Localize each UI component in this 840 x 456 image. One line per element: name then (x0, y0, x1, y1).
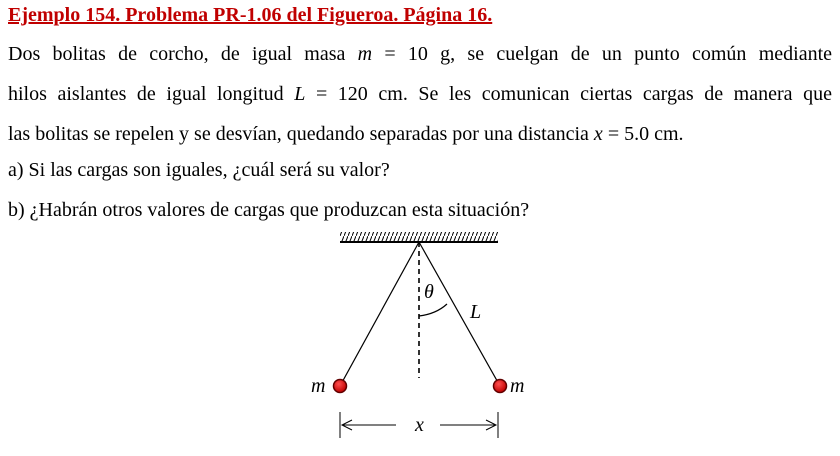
label-mass-right: m (510, 375, 525, 397)
pendulum-diagram (300, 226, 540, 446)
variable-mass: m (357, 43, 373, 65)
page-title: Ejemplo 154. Problema PR-1.06 del Figueroa. Página 16. (8, 4, 493, 26)
label-theta: θ (424, 281, 434, 303)
question-a: a) Si las cargas son iguales, ¿cuál será su valor? (8, 159, 390, 181)
ceiling-hatch (340, 232, 498, 242)
variable-distance: x (593, 123, 603, 145)
label-mass-left: m (311, 375, 326, 397)
right-ball (494, 380, 507, 393)
problem-line-2-text-a: hilos aislantes de igual longitud (8, 83, 295, 105)
problem-line-3-text-a: las bolitas se repelen y se desvían, quedando separadas por una distancia (8, 123, 594, 145)
problem-line-1 (8, 34, 832, 74)
left-ball (334, 380, 347, 393)
label-length: L (470, 301, 482, 323)
problem-line-3 (8, 114, 832, 154)
problem-line-2-text-b: = 120 cm. Se les comunican ciertas cargas de manera que (305, 83, 832, 105)
problem-line-2 (8, 74, 832, 114)
problem-statement (8, 34, 832, 154)
problem-line-3-text-b: = 5.0 cm. (602, 123, 684, 145)
problem-line-1-text-a: Dos bolitas de corcho, de igual masa (8, 43, 358, 65)
variable-length: L (294, 83, 306, 105)
right-thread (419, 242, 500, 386)
label-distance: x (415, 414, 424, 436)
problem-line-1-text-b: = 10 g, se cuelgan de un punto común mediante (372, 43, 832, 65)
theta-arc (419, 304, 447, 316)
left-thread (340, 242, 419, 386)
question-b: b) ¿Habrán otros valores de cargas que produzcan esta situación? (8, 199, 530, 221)
